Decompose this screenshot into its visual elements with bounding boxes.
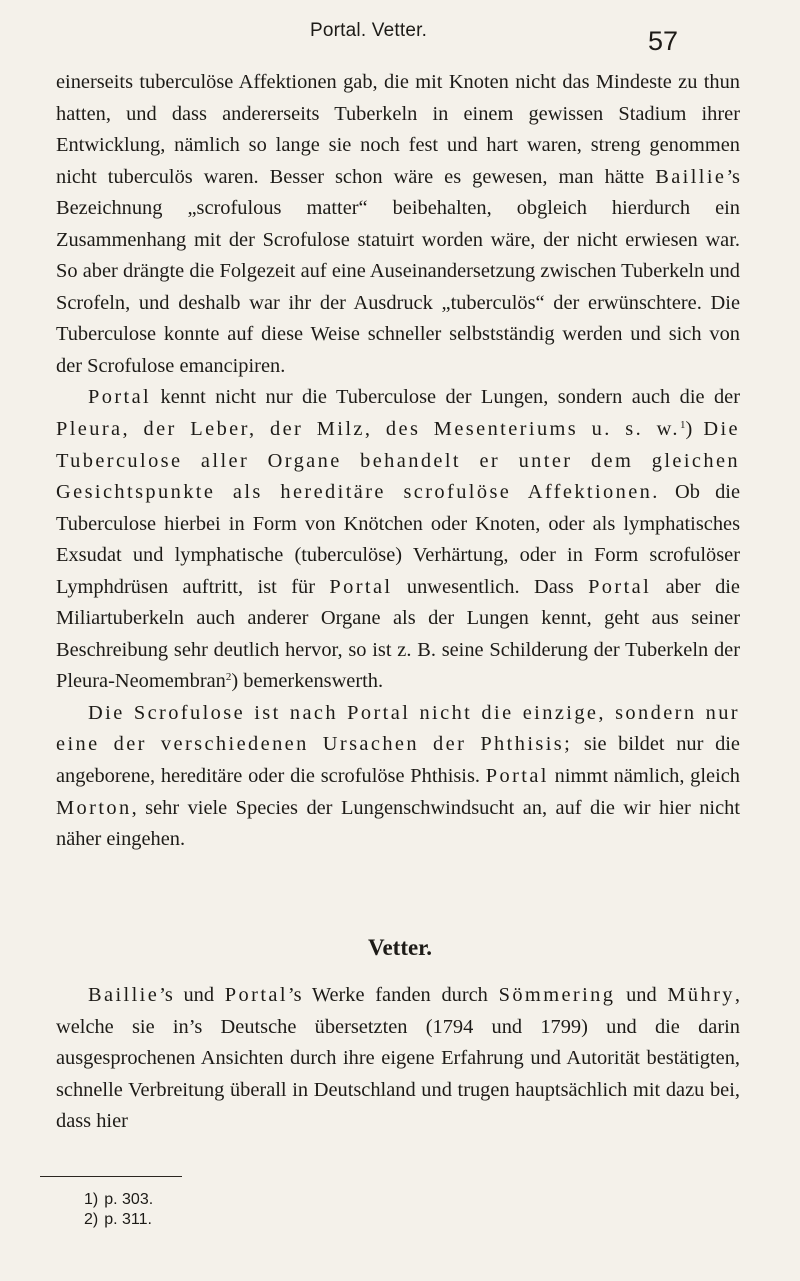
paragraph-4: Baillie’s und Portal’s Werke fanden durch Sömmering und Mühry, welche sie in’s Deutsche übersetzten (1794 und 1799) und die darin ausgesprochenen Ansichten durch ihre eigene Erfahrung und Autorität bestätigten, schnelle Verbreitung überall in Deutschland und trugen hauptsächlich mit dazu bei, dass hier xyxy=(56,984,740,1133)
footnote-2 xyxy=(84,1210,153,1230)
emphasis-statement: Die Tuberculose aller Organe behandelt er unter dem gleichen Gesichtspunkte als hereditäre scrofulöse Affektionen. xyxy=(56,418,741,504)
footnote-1 xyxy=(84,1190,153,1210)
name-portal: Portal xyxy=(485,765,549,788)
section-portal-text xyxy=(56,67,740,856)
page-number: 57 xyxy=(648,26,679,56)
running-head: Portal. Vetter. xyxy=(310,20,428,41)
name-portal: Portal xyxy=(224,984,288,1006)
footnote-text: p. 311. xyxy=(104,1211,152,1228)
footnotes xyxy=(84,1190,153,1230)
paragraph-1: einerseits tuberculöse Affektionen gab, die mit Knoten nicht das Mindeste zu thun hatten, und dass andererseits Tuberkeln in einem gewissen Stadium ihrer Entwicklung, nämlich so lange sie noch fest und hart waren, streng genommen nicht tuberculös waren. Besser schon wäre es gewesen, man hätte Baillie’s Bezeichnung „scrofulous matter“ beibehalten, obgleich hierdurch ein Zusammenhang mit der Scrofulose statuirt worden wäre, der nicht erwiesen war. So aber drängte die Folgezeit auf eine Auseinandersetzung zwischen Tuberkeln und Scrofeln, und deshalb war ihr der Ausdruck „tuberculös“ der erwünschtere. Die Tuberculose konnte auf diese Weise schneller selbstständig werden und sich von der Scrofulose emancipiren. xyxy=(56,71,740,377)
section-vetter-text xyxy=(56,980,740,1138)
organ-list: Pleura, der Leber, der Milz, des Mesenteriums u. s. w. xyxy=(56,418,680,441)
name-muehry: Mühry xyxy=(667,984,735,1006)
footnote-mark: 2) xyxy=(84,1211,99,1228)
name-morton: Morton xyxy=(56,796,132,819)
footnote-divider xyxy=(40,1176,182,1177)
name-portal: Portal xyxy=(88,386,152,409)
emphasis-statement: Die Scrofulose ist nach Portal nicht die einzige, sondern nur eine der verschiedenen Ursachen der Phthisis; xyxy=(56,701,740,756)
paragraph-3: Die Scrofulose ist nach Portal nicht die einzige, sondern nur eine der verschiedenen Ursachen der Phthisis; sie bildet nur die angeborene, hereditäre oder die scrofulöse Phthisis. Portal nimmt nämlich, gleich Morton, sehr viele Species der Lungenschwindsucht an, auf die wir hier nicht näher eingehen. xyxy=(56,701,740,851)
section-heading-vetter: Vetter. xyxy=(367,935,433,960)
name-baillie: Baillie xyxy=(88,984,160,1006)
footnote-text: p. 303. xyxy=(104,1191,154,1208)
name-baillie: Baillie xyxy=(655,165,727,188)
name-soemmering: Sömmering xyxy=(498,984,616,1006)
name-portal: Portal xyxy=(588,575,652,598)
footnote-ref-2: 2 xyxy=(225,671,232,684)
paragraph-2: Portal kennt nicht nur die Tuberculose der Lungen, sondern auch die der Pleura, der Leber, der Milz, des Mesenteriums u. s. w.$^1$) Die Tuberculose aller Organe behandelt er unter dem gleichen Gesichtspunkte als hereditäre scrofulöse Affektionen. Ob die Tuberculose hierbei in Form von Knötchen oder Knoten, oder als lymphatisches Exsudat und lymphatische (tuberculöse) Verhärtung, oder in Form scrofulöser Lymphdrüsen auftritt, ist für Portal unwesentlich. Dass Portal aber die Miliartuberkeln auch anderer Organe als der Lungen kennt, geht aus seiner Beschreibung sehr deutlich hervor, so ist z. B. seine Schilderung der Tuberkeln der Pleura-Neomembran$^2$) bemerkenswerth. xyxy=(56,386,741,693)
footnote-mark: 1) xyxy=(84,1191,99,1208)
footnote-ref-1: 1 xyxy=(679,419,686,432)
name-portal: Portal xyxy=(329,575,393,598)
